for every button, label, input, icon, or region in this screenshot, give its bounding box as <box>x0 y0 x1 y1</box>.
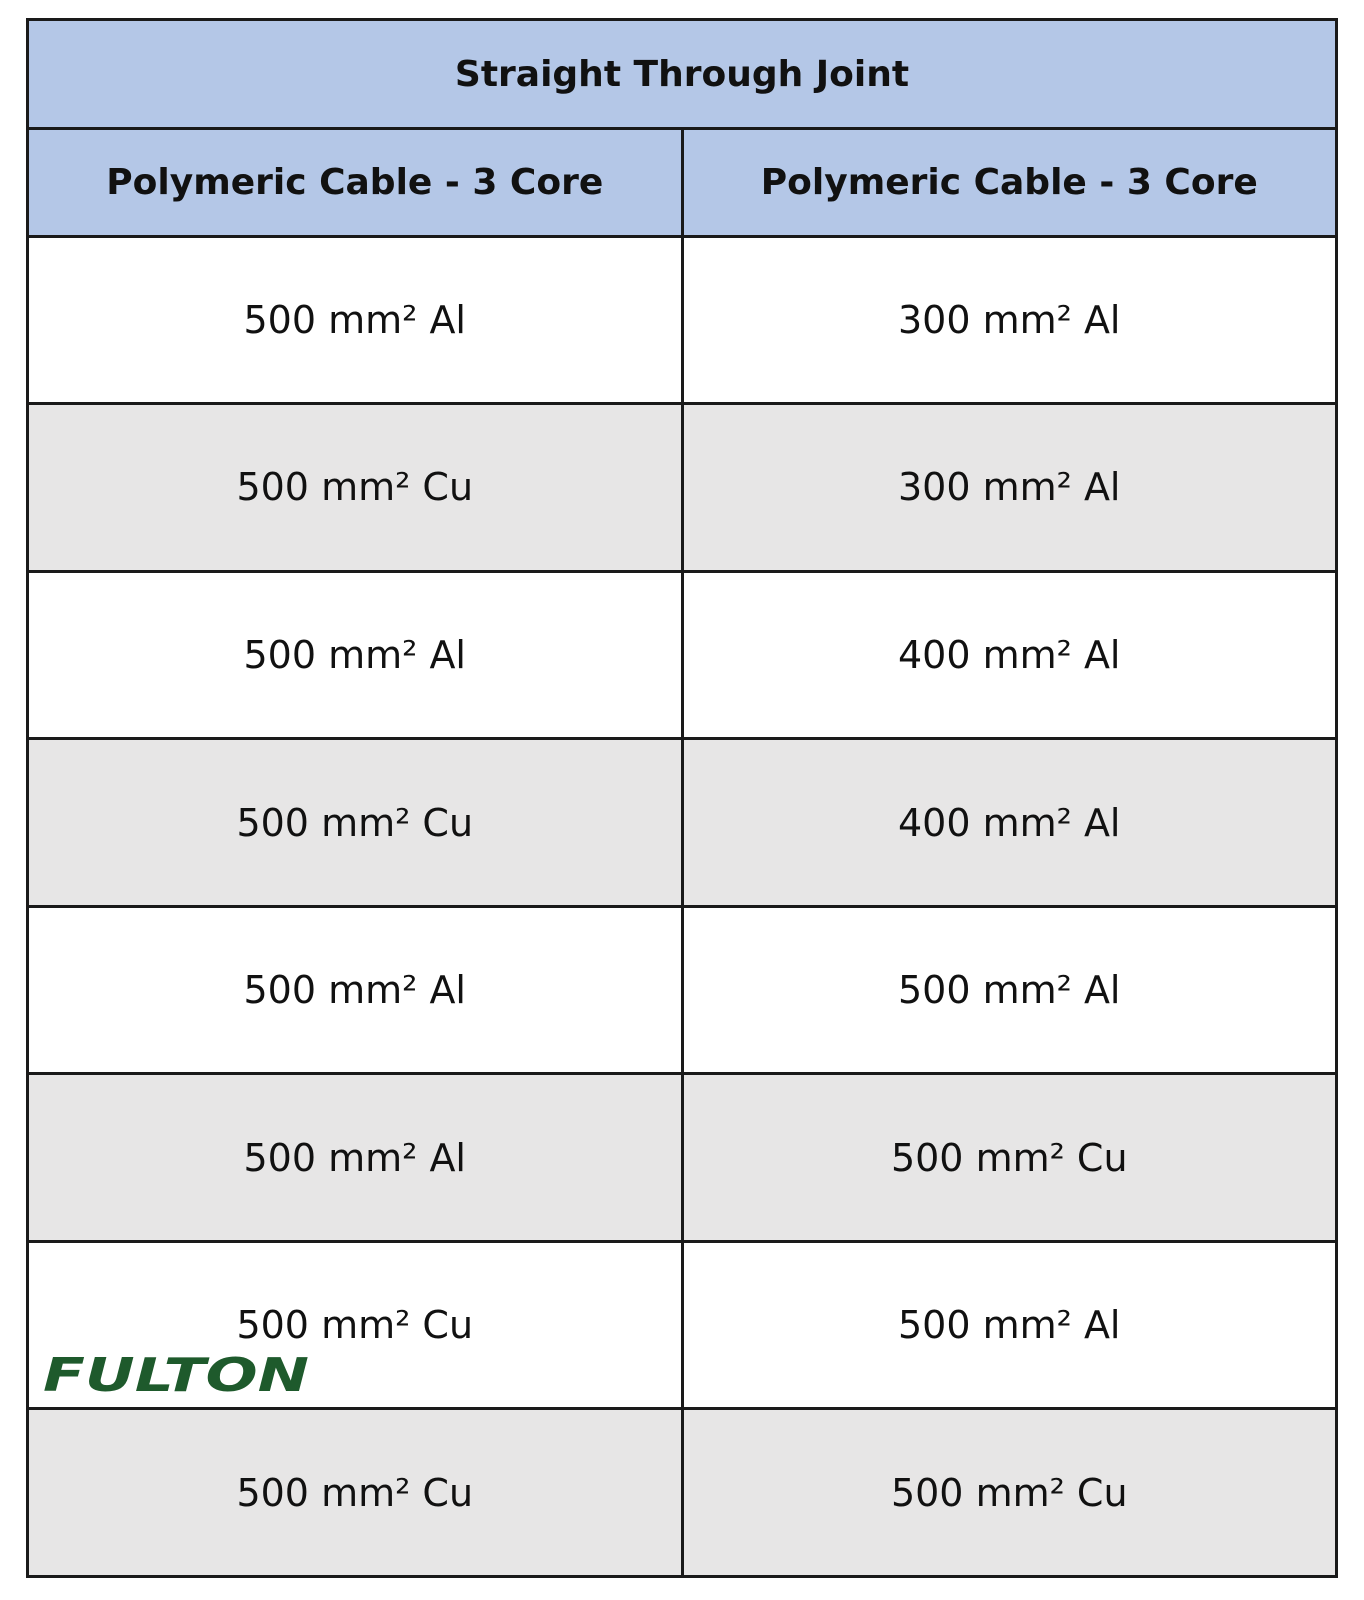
table-cell: 300 mm² Al <box>682 236 1337 404</box>
table-title: Straight Through Joint <box>28 20 1337 129</box>
table-cell: 500 mm² Al <box>28 236 683 404</box>
table-cell: 500 mm² Al <box>682 1241 1337 1409</box>
table-row <box>28 571 1337 739</box>
table-cell: 500 mm² Al <box>28 571 683 739</box>
table-cell: 500 mm² Al <box>682 906 1337 1074</box>
fulton-logo <box>41 1351 313 1397</box>
table-cell: 400 mm² Al <box>682 739 1337 907</box>
table-row <box>28 404 1337 572</box>
table-cell: 500 mm² Al <box>28 906 683 1074</box>
table-row <box>28 906 1337 1074</box>
joint-table <box>26 18 1338 1578</box>
joint-table-container <box>26 18 1338 1578</box>
table-header-row <box>28 129 1337 236</box>
table-row <box>28 1241 1337 1409</box>
table-cell: 500 mm² Cu <box>682 1074 1337 1242</box>
column-header-right: Polymeric Cable - 3 Core <box>682 129 1337 236</box>
table-cell: 500 mm² Cu <box>28 739 683 907</box>
table-row <box>28 739 1337 907</box>
table-cell-with-logo <box>28 1241 683 1409</box>
table-row <box>28 1074 1337 1242</box>
table-cell: 500 mm² Cu <box>28 1409 683 1577</box>
table-cell-text: 500 mm² Cu <box>236 1303 474 1348</box>
table-cell: 500 mm² Cu <box>28 404 683 572</box>
table-row <box>28 236 1337 404</box>
column-header-left: Polymeric Cable - 3 Core <box>28 129 683 236</box>
table-cell: 400 mm² Al <box>682 571 1337 739</box>
table-cell: 500 mm² Al <box>28 1074 683 1242</box>
logo-text: FULTON <box>43 1350 309 1397</box>
table-title-row <box>28 20 1337 129</box>
table-cell: 500 mm² Cu <box>682 1409 1337 1577</box>
table-row <box>28 1409 1337 1577</box>
table-cell: 300 mm² Al <box>682 404 1337 572</box>
